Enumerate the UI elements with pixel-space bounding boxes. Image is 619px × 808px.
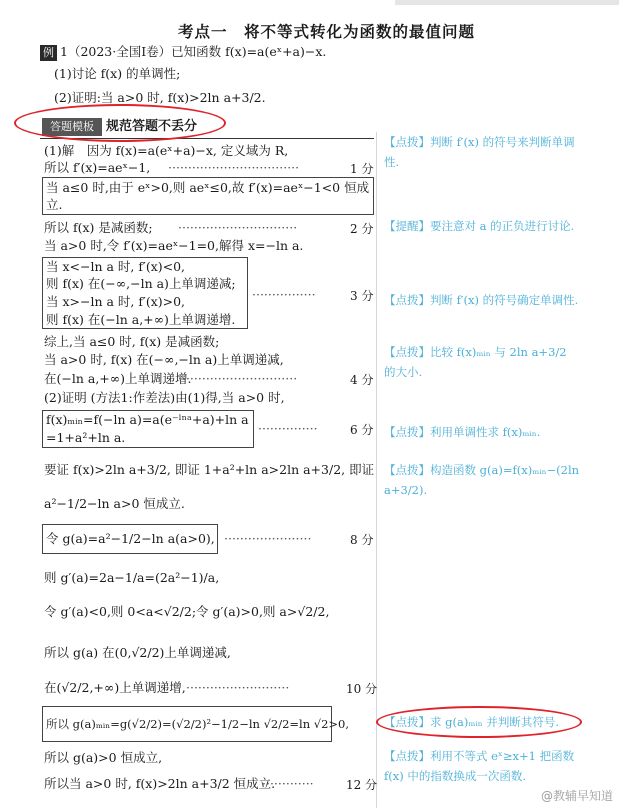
sol-line: 当 a≤0 时,由于 eˣ>0,则 aeˣ≤0,故 f′(x)=aeˣ−1<0 恒成: [46, 180, 370, 195]
template-highlight-oval: [14, 104, 226, 142]
note-2: 【提醒】要注意对 a 的正负进行讨论.: [384, 219, 575, 233]
score-6: 6 分: [350, 423, 374, 437]
top-edge-strip: [395, 0, 619, 5]
column-divider: [376, 132, 377, 808]
sol-line: 所以 f(x) 是减函数;: [44, 220, 153, 235]
dot-leader: ······························: [178, 220, 298, 235]
sol-line: 在(−ln a,+∞)上单调递增.: [44, 371, 192, 386]
score-1: 1 分: [350, 162, 374, 176]
sol-line: 则 f(x) 在(−ln a,+∞)上单调递增.: [46, 312, 236, 327]
note-6: 【点拨】构造函数 g(a)=f(x)ₘᵢₙ−(2ln a+3/2).: [384, 463, 580, 497]
dot-leader: ······················: [224, 531, 312, 546]
sol-line: 则 f(x) 在(−∞,−ln a)上单调递减;: [46, 276, 236, 291]
sol-line: 当 a>0 时,令 f′(x)=aeˣ−1=0,解得 x=−ln a.: [44, 238, 304, 253]
sol-line: (1)解 因为 f(x)=a(eˣ+a)−x, 定义域为 R,: [44, 143, 289, 158]
sol-line: 在(√2/2,+∞)上单调递增,: [44, 680, 186, 695]
dot-leader: ·············: [262, 776, 314, 791]
note-3: 【点拨】判断 f′(x) 的符号确定单调性.: [384, 293, 579, 307]
sol-line: 所以当 a>0 时, f(x)>2ln a+3/2 恒成立.: [44, 776, 276, 791]
question-2: (2)证明:当 a>0 时, f(x)>2ln a+3/2.: [54, 90, 266, 105]
problem-stem-text: 1（2023·全国Ⅰ卷）已知函数 f(x)=a(eˣ+a)−x.: [60, 44, 327, 59]
sol-line: 立.: [46, 197, 63, 212]
sol-line: 所以 f′(x)=aeˣ−1,: [44, 160, 151, 175]
sol-line: 令 g′(a)<0,则 0<a<√2/2;令 g′(a)>0,则 a>√2/2,: [44, 604, 330, 619]
score-2: 2 分: [350, 222, 374, 236]
dot-leader: ·································: [168, 160, 300, 175]
score-3: 3 分: [350, 289, 374, 303]
watermark: @教辅早知道: [540, 789, 613, 803]
example-label: 例: [40, 45, 57, 61]
sol-line: =1+a²+ln a.: [46, 430, 126, 445]
sol-line: f(x)ₘᵢₙ=f(−ln a)=a(e⁻ˡⁿᵃ+a)+ln a: [46, 412, 249, 427]
page-title: 考点一 将不等式转化为函数的最值问题: [178, 23, 476, 41]
dot-leader: ················: [252, 287, 316, 302]
sol-line: (2)证明 (方法1:作差法)由(1)得,当 a>0 时,: [44, 390, 285, 405]
dot-leader: ··························: [186, 680, 290, 695]
sol-line: 要证 f(x)>2ln a+3/2, 即证 1+a²+ln a>2ln a+3/2, 即证: [44, 462, 375, 477]
sol-line: 所以 g(a)>0 恒成立,: [44, 750, 163, 765]
score-10: 10 分: [346, 682, 378, 696]
sol-line: 当 a>0 时, f(x) 在(−∞,−ln a)上单调递减,: [44, 352, 284, 367]
note-5: 【点拨】利用单调性求 f(x)ₘᵢₙ.: [384, 425, 541, 439]
score-4: 4 分: [350, 373, 374, 387]
note-7: 【点拨】求 g(a)ₘᵢₙ 并判断其符号.: [384, 715, 559, 729]
template-tag: 答题模板: [42, 118, 102, 136]
note-highlight-oval: [376, 706, 582, 738]
sol-line: 当 x>−ln a 时, f′(x)>0,: [46, 294, 186, 309]
score-8: 8 分: [350, 533, 374, 547]
score-12: 12 分: [346, 778, 378, 792]
problem-stem: [40, 44, 326, 61]
sol-line: 所以 g(a)ₘᵢₙ=g(√2/2)=(√2/2)²−1/2−ln √2/2=ln √2>0,: [46, 717, 350, 731]
dot-leader: ······························: [178, 371, 298, 386]
note-8: 【点拨】利用不等式 eˣ≥x+1 把函数 f(x) 中的指数换成一次函数.: [384, 749, 575, 783]
sol-line: a²−1/2−ln a>0 恒成立.: [44, 496, 185, 511]
template-title: 规范答题不丢分: [106, 119, 198, 134]
sol-line: 则 g′(a)=2a−1/a=(2a²−1)/a,: [44, 570, 220, 585]
question-1: (1)讨论 f(x) 的单调性;: [54, 66, 181, 81]
note-4: 【点拨】比较 f(x)ₘᵢₙ 与 2ln a+3/2 的大小.: [384, 345, 567, 379]
sol-line: 令 g(a)=a²−1/2−ln a(a>0),: [46, 531, 215, 546]
note-1: 【点拨】判断 f′(x) 的符号来判断单调性.: [384, 135, 575, 169]
dot-leader: ···············: [258, 421, 318, 436]
sol-line: 当 x<−ln a 时, f′(x)<0,: [46, 259, 186, 274]
sol-line: 所以 g(a) 在(0,√2/2)上单调递减,: [44, 645, 231, 660]
sol-line: 综上,当 a≤0 时, f(x) 是减函数;: [44, 334, 220, 349]
